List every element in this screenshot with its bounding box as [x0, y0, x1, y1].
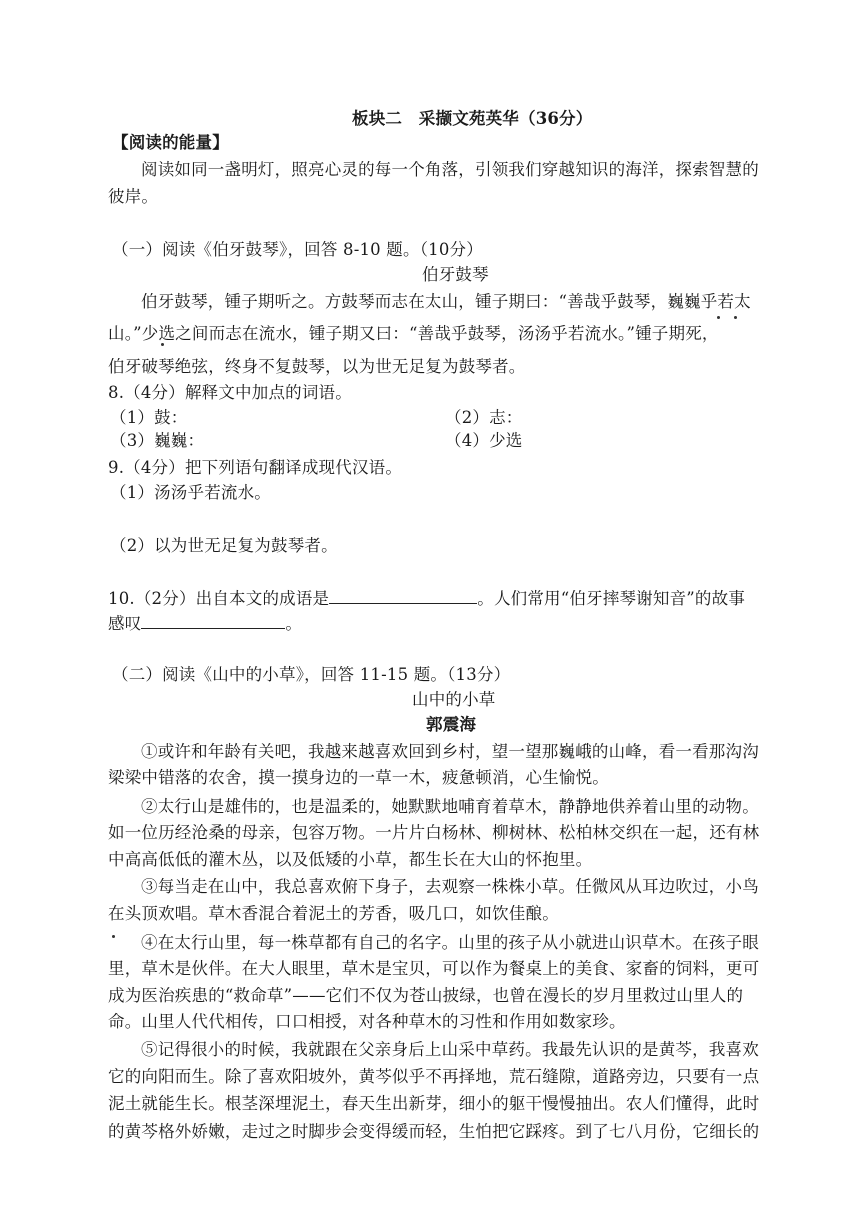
- q10-text-c: 感叹: [108, 614, 142, 633]
- part2-author: 郭震海: [426, 715, 477, 734]
- q10-answer-blank-2[interactable]: [141, 612, 285, 629]
- part2-line-7: 在头顶欢唱。草木香混合着泥土的芳香，吸几口，如饮佳酿。: [108, 904, 559, 923]
- part2-line-4: 如一位历经沧桑的母亲，包容万物。一片片白杨林、柳树林、松柏林交织在一起，还有林: [108, 823, 760, 842]
- part1-title: 伯牙鼓琴: [422, 265, 489, 284]
- part1-heading: （一）阅读《伯牙鼓琴》，回答 8-10 题。（10分）: [112, 240, 483, 259]
- q8-item-1: （1）鼓：: [110, 408, 188, 427]
- part2-heading: （二）阅读《山中的小草》，回答 11-15 题。（13分）: [112, 665, 511, 684]
- scan-speck: [112, 935, 115, 938]
- q8-item-2: （2）志：: [445, 408, 523, 427]
- part2-line-13: 它的向阳而生。除了喜欢阳坡外，黄芩似乎不再择地，荒石缝隙，道路旁边，只要有一点: [108, 1067, 760, 1086]
- question-10-line-1: [108, 587, 745, 610]
- emphasis-dot: [717, 316, 720, 319]
- question-10-line-2: [108, 612, 302, 635]
- q9-item-1: （1）汤汤乎若流水。: [110, 483, 271, 502]
- q9-item-2: （2）以为世无足复为鼓琴者。: [110, 536, 338, 555]
- emphasis-dot: [734, 316, 737, 319]
- part2-title: 山中的小草: [412, 690, 496, 709]
- part1-text-line-1: 伯牙鼓琴，锺子期听之。方鼓琴而志在太山，锺子期曰：“善哉乎鼓琴，巍巍乎若太: [141, 292, 751, 311]
- q8-item-4: （4）少选: [445, 431, 523, 450]
- part2-line-6: ③每当走在山中，我总喜欢俯下身子，去观察一株株小草。任微风从耳边吹过，小鸟: [141, 877, 759, 896]
- part1-text-line-3: 伯牙破琴绝弦，终身不复鼓琴，以为世无足复为鼓琴者。: [108, 357, 526, 376]
- section-subtitle: 【阅读的能量】: [112, 133, 229, 152]
- intro-line-1: 阅读如同一盏明灯，照亮心灵的每一个角落，引领我们穿越知识的海洋，探索智慧的: [141, 160, 759, 179]
- part2-line-14: 泥土就能生长。根茎深埋泥土，春天生出新芽，细小的躯干慢慢抽出。农人们懂得，此时: [108, 1094, 760, 1113]
- q10-text-d: 。: [285, 614, 303, 633]
- q10-text-a: 10.（2分）出自本文的成语是: [108, 589, 330, 608]
- part2-line-15: 的黄芩格外娇嫩，走过之时脚步会变得缓而轻，生怕把它踩疼。到了七八月份，它细长的: [108, 1122, 760, 1141]
- part1-text-line-2: 山。”少选之间而志在流水，锺子期又曰：“善哉乎鼓琴，汤汤乎若流水。”锺子期死，: [108, 324, 719, 343]
- part2-line-10: 成为医治疾患的“救命草”——它们不仅为苍山披绿，也曾在漫长的岁月里救过山里人的: [108, 986, 744, 1005]
- q10-answer-blank-1[interactable]: [329, 587, 477, 604]
- part2-line-9: 里，草木是伙伴。在大人眼里，草木是宝贝，可以作为餐桌上的美食、家畜的饲料，更可: [108, 959, 760, 978]
- part2-line-11: 命。山里人代代相传，口口相授，对各种草木的习性和作用如数家珍。: [108, 1012, 626, 1031]
- emphasis-dot: [161, 343, 164, 346]
- intro-line-2: 彼岸。: [108, 187, 159, 206]
- section-title: 板块二 采撷文苑英华（36分）: [352, 109, 593, 128]
- question-9: 9.（4分）把下列语句翻译成现代汉语。: [108, 458, 403, 477]
- part2-line-5: 中高高低低的灌木丛，以及低矮的小草，都生长在大山的怀抱里。: [108, 850, 593, 869]
- q10-text-b: 。人们常用“伯牙摔琴谢知音”的故事: [477, 589, 746, 608]
- part2-line-8: ④在太行山里，每一株草都有自己的名字。山里的孩子从小就进山识草木。在孩子眼: [141, 933, 759, 952]
- part2-line-2: 梁梁中错落的农舍，摸一摸身边的一草一木，疲惫顿消，心生愉悦。: [108, 768, 609, 787]
- question-8: 8.（4分）解释文中加点的词语。: [108, 383, 352, 402]
- part2-line-3: ②太行山是雄伟的，也是温柔的，她默默地哺育着草木，静静地供养着山里的动物。: [141, 797, 759, 816]
- q8-item-3: （3）巍巍：: [110, 431, 205, 450]
- part2-line-12: ⑤记得很小的时候，我就跟在父亲身后上山采中草药。我最先认识的是黄芩，我喜欢: [141, 1040, 759, 1059]
- part2-line-1: ①或许和年龄有关吧，我越来越喜欢回到乡村，望一望那巍峨的山峰，看一看那沟沟: [141, 742, 759, 761]
